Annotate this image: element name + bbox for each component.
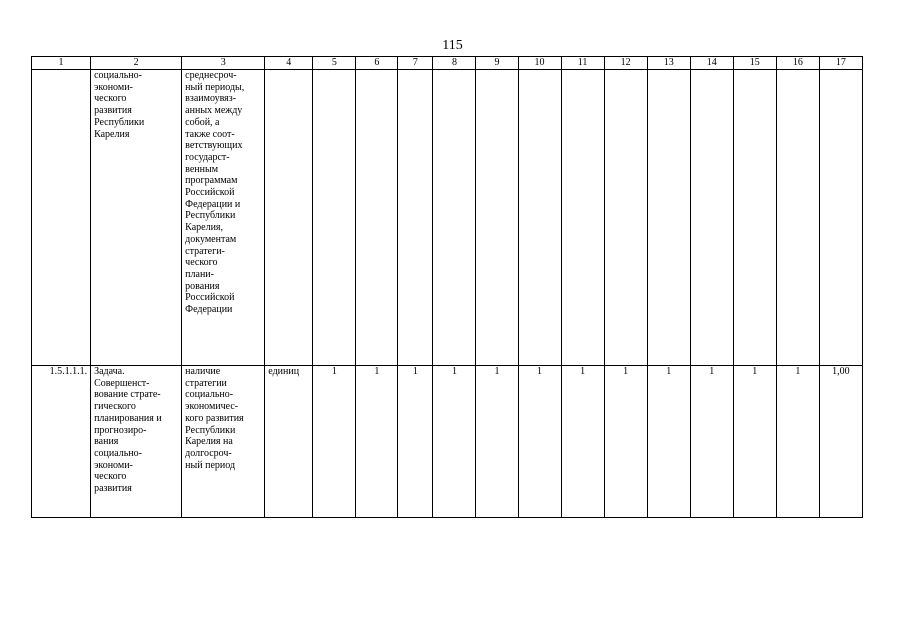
value-cell [819, 70, 862, 366]
table-row [32, 366, 863, 518]
value-cell: 1,00 [819, 366, 862, 518]
table-row [32, 70, 863, 366]
value-cell [561, 70, 604, 366]
indicator-name: среднесроч- ный периоды, взаимоувяз- анных между собой, а также соот- ветствующих государст- венным программам Российской Федерации и Республики Карелия, документам стратеги- ческого плани- рования Российской Федерации [182, 70, 265, 366]
value-cell [398, 70, 433, 366]
header-row [32, 57, 863, 70]
column-header: 5 [313, 57, 356, 70]
value-cell: 1 [476, 366, 518, 518]
value-cell: 1 [398, 366, 433, 518]
value-cell [433, 70, 476, 366]
value-cell: 1 [518, 366, 561, 518]
value-cell [690, 70, 733, 366]
value-cell: 1 [776, 366, 819, 518]
unit-cell [265, 70, 313, 366]
column-header: 13 [647, 57, 690, 70]
page-number: 115 [442, 38, 463, 53]
data-table [31, 56, 863, 518]
value-cell: 1 [356, 366, 398, 518]
value-cell [776, 70, 819, 366]
value-cell [356, 70, 398, 366]
value-cell [518, 70, 561, 366]
column-header: 16 [776, 57, 819, 70]
column-header: 15 [733, 57, 776, 70]
column-header: 4 [265, 57, 313, 70]
column-header: 11 [561, 57, 604, 70]
column-header: 14 [690, 57, 733, 70]
column-header: 10 [518, 57, 561, 70]
value-cell: 1 [733, 366, 776, 518]
value-cell [733, 70, 776, 366]
indicator-name: наличие стратегии социально- экономичес- кого развития Республики Карелия на долгосроч- ный период [182, 366, 265, 518]
column-header: 6 [356, 57, 398, 70]
column-header: 2 [91, 57, 182, 70]
column-header: 17 [819, 57, 862, 70]
indicator-goal: Задача. Совершенст- вование страте- гического планирования и прогнозиро- вания социально- экономи- ческого развития [91, 366, 182, 518]
value-cell [647, 70, 690, 366]
row-code: 1.5.1.1.1. [32, 366, 91, 518]
value-cell: 1 [433, 366, 476, 518]
column-header: 1 [32, 57, 91, 70]
value-cell [604, 70, 647, 366]
column-header: 9 [476, 57, 518, 70]
unit-cell: единиц [265, 366, 313, 518]
value-cell: 1 [647, 366, 690, 518]
indicator-goal: социально- экономи- ческого развития Республики Карелия [91, 70, 182, 366]
value-cell: 1 [313, 366, 356, 518]
row-code [32, 70, 91, 366]
column-header: 8 [433, 57, 476, 70]
value-cell: 1 [604, 366, 647, 518]
value-cell [476, 70, 518, 366]
column-header: 3 [182, 57, 265, 70]
value-cell: 1 [561, 366, 604, 518]
column-header: 7 [398, 57, 433, 70]
value-cell [313, 70, 356, 366]
column-header: 12 [604, 57, 647, 70]
value-cell: 1 [690, 366, 733, 518]
